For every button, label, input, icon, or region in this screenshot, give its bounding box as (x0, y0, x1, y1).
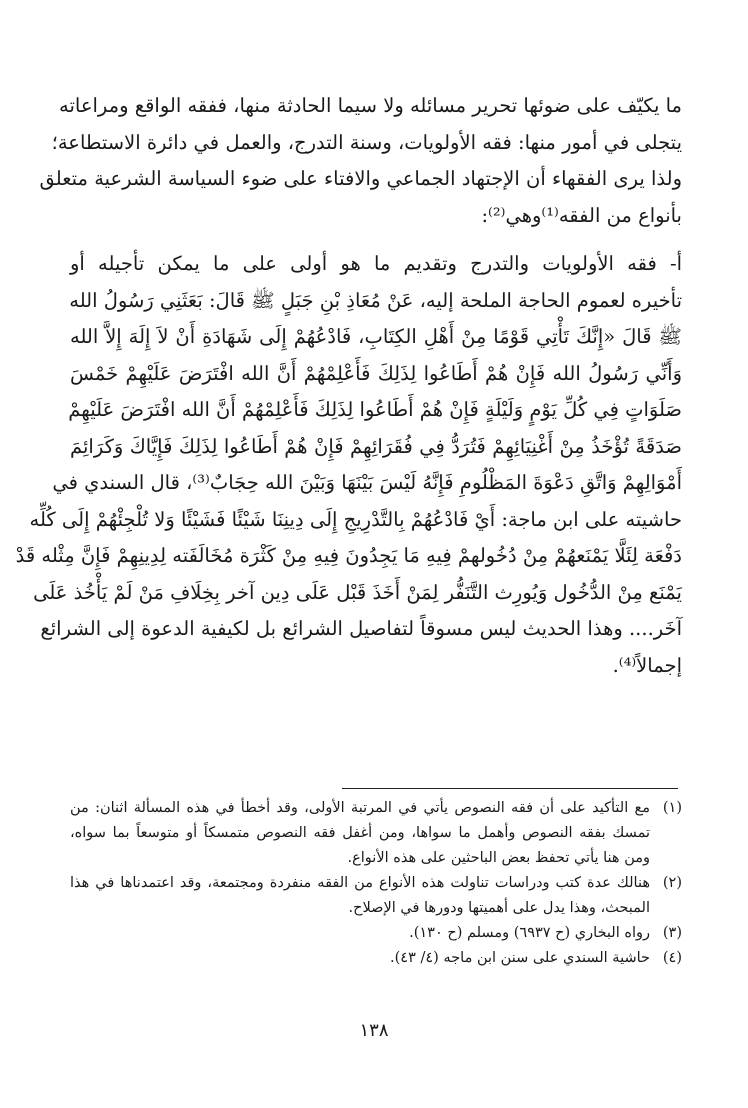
footnote-number: (٤) (662, 950, 682, 966)
text-line: ﷺ قَالَ «إِنَّكَ تَأْتِي قَوْمًا مِنْ أَهْلِ الكِتَابِ، فَادْعُهُمْ إِلَى شَهَادَةِ أَنْ لاَ إِلَهَ إِلاَّ الله (70, 325, 682, 348)
paragraph-1 (39, 88, 682, 234)
text-line: إجمالاً⁽⁴⁾. (612, 653, 682, 677)
footnote-2 (70, 871, 682, 921)
page-number: ١٣٨ (359, 1020, 389, 1041)
footnote-1 (70, 796, 682, 871)
text-line: ولذا يرى الفقهاء أن الإجتهاد الجماعي والافتاء على ضوء السياسة الشرعية متعلق (39, 167, 682, 190)
text-line: صَدَقَةً تُؤْخَذُ مِنْ أَغْنِيَائِهِمْ فَتُرَدُّ فِي فُقَرَائِهِمْ فَإِنْ هُمْ أَطَاعُوا لِذَلِكَ فَإِيَّاكَ وَكَرَائِمَ (70, 434, 682, 458)
footnote-4 (70, 946, 682, 971)
text-line: وَأَنِّي رَسُولُ الله فَإِنْ هُمْ أَطَاعُوا لِذَلِكَ فَأَعْلِمْهُمْ أَنَّ الله افْتَرَضَ عَلَيْهِمْ خَمْسَ (70, 361, 682, 385)
footnote-number: (٢) (662, 875, 682, 891)
footnote-number: (١) (662, 800, 682, 816)
text-line: أ- فقه الأولويات والتدرج وتقديم ما هو أولى على ما يمكن تأجيله أو (70, 252, 682, 275)
text-line: آخَر.... وهذا الحديث ليس مسوقاً لتفاصيل الشرائع بل لكيفية الدعوة إلى الشرائع (40, 617, 682, 640)
paragraph-2 (15, 246, 682, 684)
footnote-text: هنالك عدة كتب ودراسات تناولت هذه الأنواع من الفقه منفردة ومجتمعة، وقد اعتمدناها في هذا المبحث، وهذا يدل على أهميتها ودورها في الإصلاح. (70, 875, 650, 916)
text-line: يَمْنَع مِنْ الدُّخُول وَيُورِث التَّنَفُّر لِمَنْ أَخَذَ قَبْل عَلَى دِين آخر بِخِلَافِ مَنْ لَمْ يَأْخُذ عَلَى (33, 580, 682, 604)
text-line: أَمْوَالِهِمْ وَاتَّقِ دَعْوَةَ المَظْلُومِ فَإِنَّهُ لَيْسَ بَيْنَهَا وَبَيْنَ الله حِجَابٌ⁽³⁾، قال السندي في (52, 471, 682, 494)
footnotes (70, 796, 682, 971)
main-text (15, 88, 682, 684)
footnote-text: حاشية السندي على سنن ابن ماجه (٤/ ٤٣). (390, 950, 650, 966)
text-line: يتجلى في أمور منها: فقه الأولويات، وسنة التدرج، والعمل في دائرة الاستطاعة؛ (51, 130, 682, 154)
footnote-text: رواه البخاري (ح ٦٩٣٧) ومسلم (ح ١٣٠). (409, 925, 650, 941)
text-line: صَلَوَاتٍ فِي كُلِّ يَوْمٍ وَلَيْلَةٍ فَإِنْ هُمْ أَطَاعُوا لِذَلِكَ فَأَعْلِمْهُمْ أَنَّ الله افْتَرَضَ عَلَيْهِمْ (68, 398, 682, 421)
text-line: حاشيته على ابن ماجة: أَيْ فَادْعُهُمْ بِالتَّدْرِيجِ إِلَى دِينِنَا شَيْئًا فَشَيْئًا وَلا تُلْجِئْهُمْ إِلَى كُلِّه (29, 507, 682, 531)
footnote-separator (342, 788, 678, 789)
text-line: ما يكيّف على ضوئها تحرير مسائله ولا سيما الحادثة منها، ففقه الواقع ومراعاته (59, 94, 682, 117)
footnote-number: (٣) (662, 925, 682, 941)
text-line: بأنواع من الفقه⁽¹⁾وهي⁽²⁾: (481, 203, 682, 227)
footnote-3 (70, 921, 682, 946)
footnote-text: مع التأكيد على أن فقه النصوص يأتي في المرتبة الأولى، وقد أخطأ في هذه المسألة اثنان: من تمسك بفقه النصوص وأهمل ما سواها، ومن أغفل فقه النصوص متمسكاً أو متوسعاً بما سواه، ومن هنا يأتي تحفظ بعض الباحثين على هذه الأنواع. (70, 800, 650, 866)
text-line: دَفْعَة لِئَلَّا يَمْنَعهُمْ مِنْ دُخُولهمْ فِيهِ مَا يَجِدُونَ فِيهِ مِنْ كَثْرَة مُخَالَفَته لِدِينِهِمْ فَإِنَّ مِثْله قَدْ (15, 544, 682, 567)
text-line: تأخيره لعموم الحاجة الملحة إليه، عَنْ مُعَاذِ بْنِ جَبَلٍ ﷺ قَالَ: بَعَثَنِي رَسُولُ الله (69, 288, 682, 312)
